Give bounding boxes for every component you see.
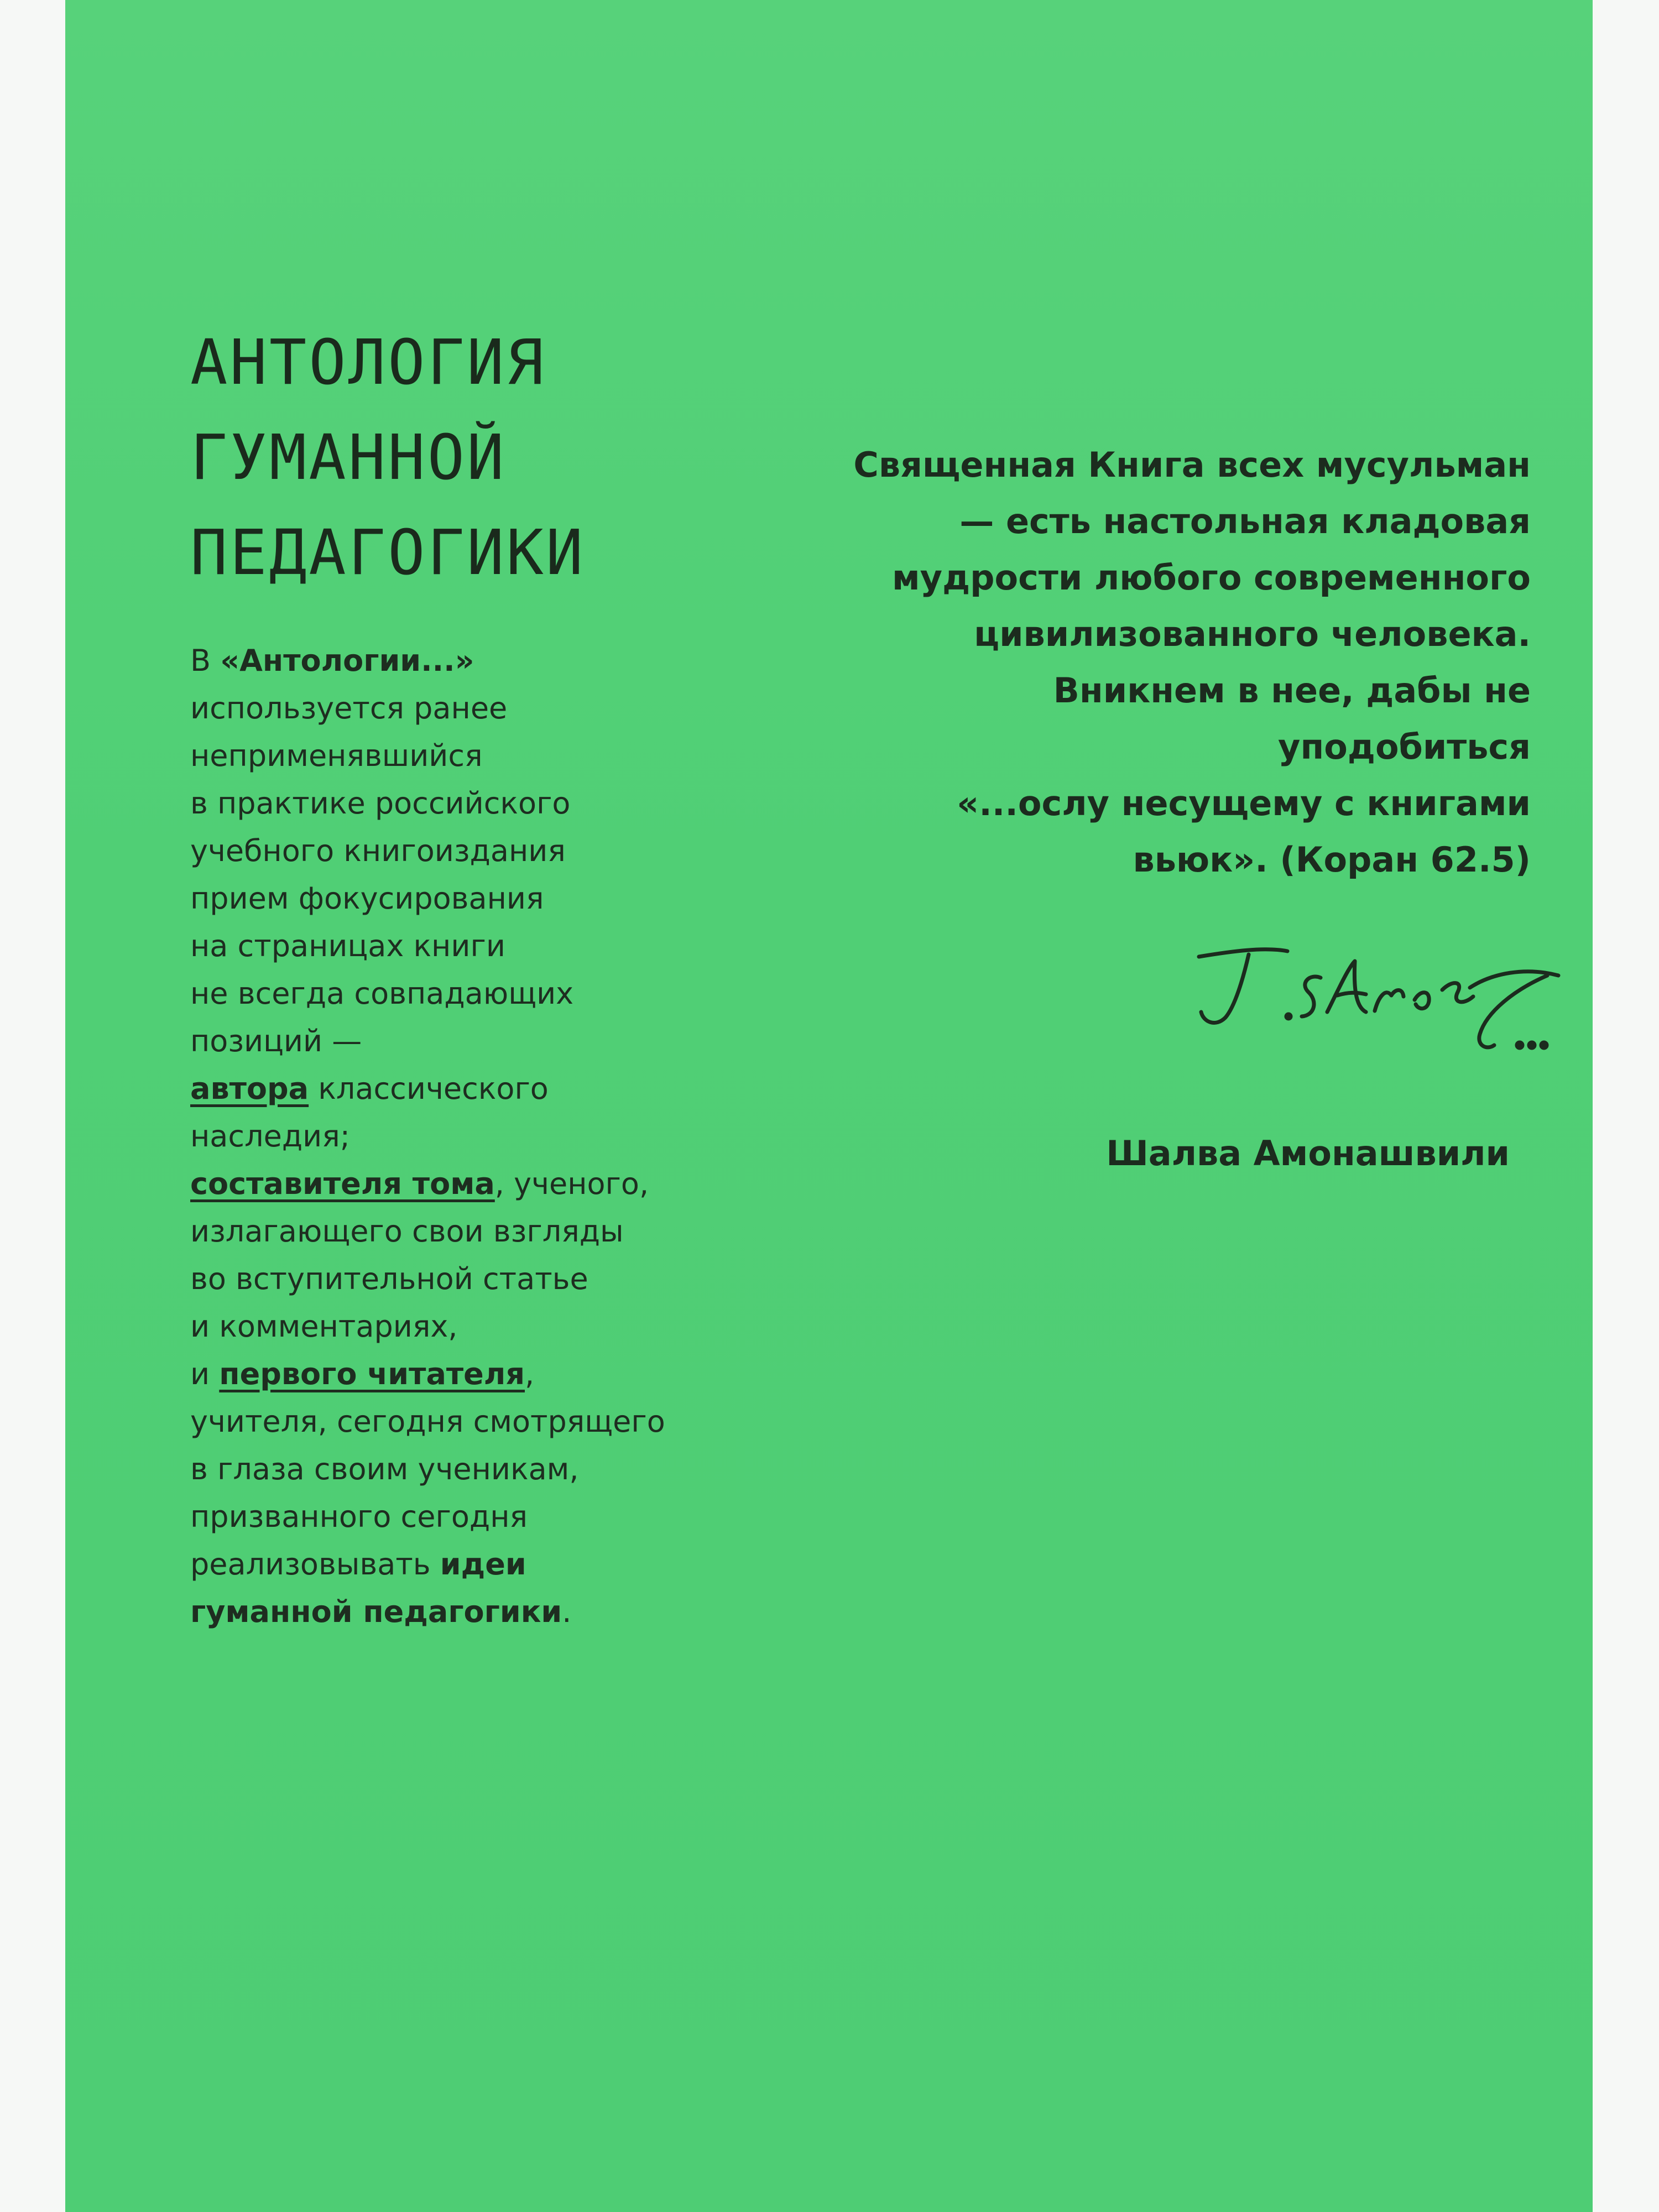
description-line: в глаза своим ученикам, <box>190 1452 579 1486</box>
book-back-cover <box>65 0 1593 2212</box>
description-line: наследия; <box>190 1119 350 1154</box>
quote-line: мудрости любого современного <box>892 557 1531 598</box>
description-text <box>190 637 771 1636</box>
description-line: гуманной педагогики. <box>190 1594 572 1629</box>
description-line: неприменявшийся <box>190 738 483 773</box>
anthology-emphasis: «Антологии...» <box>220 643 474 678</box>
description-line: прием фокусирования <box>190 881 544 916</box>
quote-line: вьюк». (Коран 62.5) <box>1133 839 1531 880</box>
handwritten-signature <box>1160 935 1593 1078</box>
quote-text <box>853 437 1531 888</box>
description-line: на страницах книги <box>190 928 505 963</box>
compiler-emphasis: составителя тома <box>190 1166 495 1201</box>
quote-line: уподобиться <box>1278 727 1531 767</box>
description-line: не всегда совпадающих <box>190 976 574 1011</box>
quote-line: Вникнем в нее, дабы не <box>1053 670 1531 711</box>
description-line: автора классического <box>190 1071 549 1106</box>
description-line: реализовывать идеи <box>190 1547 526 1582</box>
book-title <box>190 315 585 601</box>
description-line: излагающего свои взгляды <box>190 1214 624 1249</box>
title-line: ПЕДАГОГИКИ <box>190 517 586 589</box>
description-line: в практике российского <box>190 786 571 821</box>
description-line: В «Антологии...» <box>190 643 474 678</box>
author-name: Шалва Амонашвили <box>1106 1133 1510 1173</box>
author-emphasis: автора <box>190 1071 309 1106</box>
description-line: составителя тома, ученого, <box>190 1166 649 1201</box>
humane-pedagogy-emphasis: гуманной педагогики <box>190 1594 562 1629</box>
title-line: ГУМАННОЙ <box>190 422 507 494</box>
description-line: учителя, сегодня смотрящего <box>190 1404 665 1439</box>
quote-line: — есть настольная кладовая <box>959 501 1531 541</box>
description-line: призванного сегодня <box>190 1499 528 1534</box>
description-line: и первого читателя, <box>190 1357 535 1391</box>
quote-line: цивилизованного человека. <box>974 614 1531 654</box>
description-line: и комментариях, <box>190 1309 458 1344</box>
quote-line: «...ослу несущему с книгами <box>957 783 1531 823</box>
ideas-emphasis: идеи <box>440 1547 526 1582</box>
quote-line: Священная Книга всех мусульман <box>853 445 1531 485</box>
first-reader-emphasis: первого читателя <box>219 1357 525 1391</box>
description-line: позиций — <box>190 1024 362 1058</box>
description-line: используется ранее <box>190 691 508 726</box>
title-line: АНТОЛОГИЯ <box>190 327 546 399</box>
description-line: во вступительной статье <box>190 1261 588 1296</box>
description-line: учебного книгоиздания <box>190 833 566 868</box>
